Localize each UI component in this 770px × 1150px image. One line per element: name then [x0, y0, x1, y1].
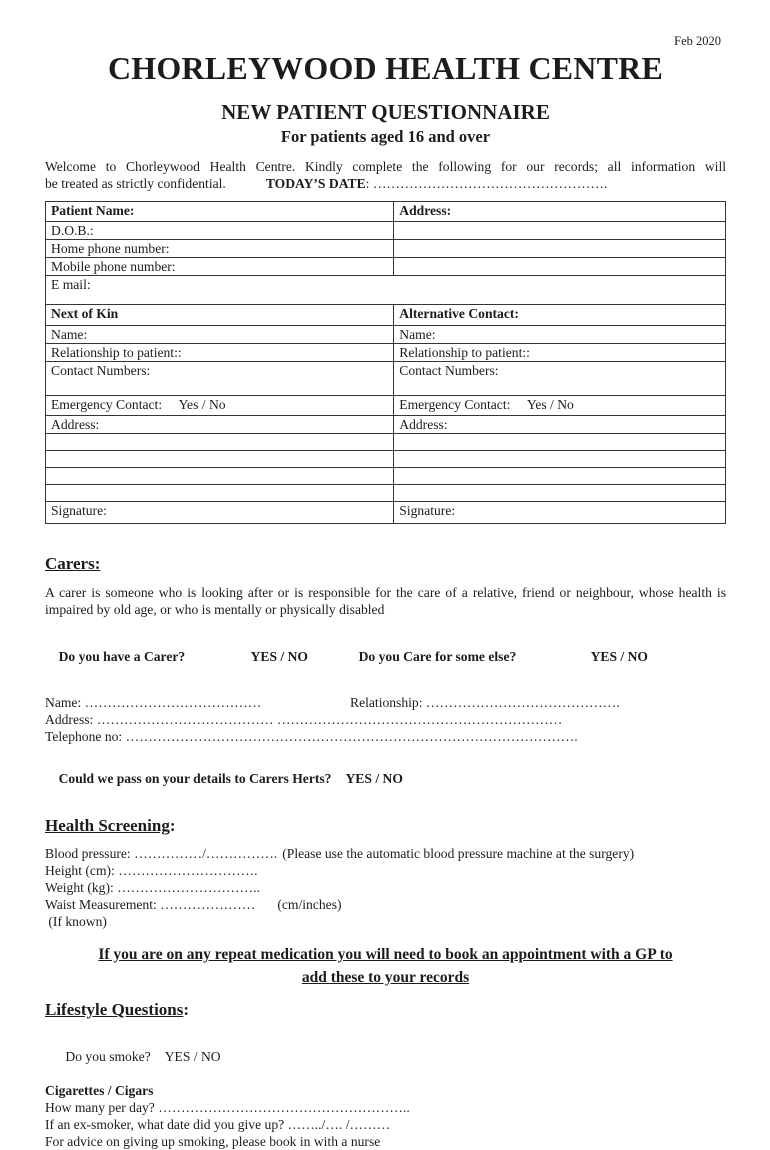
todays-date-field[interactable]: : ……………………………………………. [365, 176, 608, 191]
blood-pressure-label: Blood pressure: [45, 846, 135, 861]
intro-line2: be treated as strictly confidential. [45, 176, 226, 191]
waist-field[interactable]: ………………… [160, 897, 256, 912]
carer-name-label: Name: [45, 695, 85, 710]
carer-relationship-label: Relationship: [350, 695, 426, 710]
carer-telephone-label: Telephone no: [45, 729, 126, 744]
blood-pressure-line [45, 845, 726, 862]
per-day-label: How many per day? [45, 1100, 159, 1115]
blood-pressure-note: (Please use the automatic blood pressure machine at the surgery) [282, 846, 635, 861]
weight-field[interactable]: ………………………….. [117, 880, 260, 895]
pass-details-answer[interactable]: YES / NO [345, 771, 403, 786]
address-cell[interactable]: Address: [394, 202, 726, 222]
alternative-contact-header-cell: Alternative Contact: [394, 305, 726, 326]
intro-paragraph [45, 158, 726, 192]
nok-address-cell[interactable]: Address: [46, 416, 394, 434]
nok-signature-cell[interactable]: Signature: [46, 502, 394, 524]
carer-questions-line [45, 631, 726, 682]
have-carer-question: Do you have a Carer? [58, 649, 186, 664]
care-for-answer[interactable]: YES / NO [590, 649, 649, 664]
ex-smoker-label: If an ex-smoker, what date did you give up? [45, 1117, 288, 1132]
email-cell[interactable]: E mail: [46, 276, 726, 305]
dob-cell[interactable]: D.O.B.: [46, 222, 394, 240]
empty-input-cell[interactable] [46, 434, 394, 451]
cigarettes-line: Cigarettes / Cigars [45, 1083, 154, 1098]
height-line [45, 862, 726, 879]
alt-contact-numbers-cell[interactable]: Contact Numbers: [394, 362, 726, 396]
alt-emergency-contact-cell[interactable]: Emergency Contact: Yes / No [394, 396, 726, 416]
mobile-phone-cell[interactable]: Mobile phone number: [46, 258, 394, 276]
weight-label: Weight (kg): [45, 880, 118, 895]
waist-label: Waist Measurement: [45, 897, 161, 912]
waist-unit: (cm/inches) [277, 897, 342, 912]
repeat-medication-notice [45, 943, 726, 989]
carer-telephone-line [45, 728, 726, 745]
carer-telephone-field[interactable]: ………………………………………………………………………………………. [125, 729, 578, 744]
carer-name-line [45, 694, 726, 711]
empty-input-cell[interactable] [394, 485, 726, 502]
address-input-cell[interactable] [394, 240, 726, 258]
care-for-question: Do you Care for some else? [358, 649, 517, 664]
nok-contact-numbers-cell[interactable]: Contact Numbers: [46, 362, 394, 396]
ex-smoker-field[interactable]: ……../…. /……… [287, 1117, 391, 1132]
nok-emergency-contact-cell[interactable]: Emergency Contact: Yes / No [46, 396, 394, 416]
empty-input-cell[interactable] [46, 485, 394, 502]
empty-input-cell[interactable] [46, 451, 394, 468]
address-input-cell[interactable] [394, 222, 726, 240]
waist-line [45, 896, 726, 913]
empty-input-cell[interactable] [394, 434, 726, 451]
if-known-note: (If known) [45, 914, 107, 929]
carer-relationship-field[interactable]: ……………………………………. [425, 695, 620, 710]
blood-pressure-field[interactable]: ……………/……………. [134, 846, 278, 861]
patient-name-cell[interactable]: Patient Name: [46, 202, 394, 222]
carer-name-field[interactable]: ………………………………… [84, 695, 262, 710]
height-label: Height (cm): [45, 863, 119, 878]
weight-line [45, 879, 726, 896]
home-phone-cell[interactable]: Home phone number: [46, 240, 394, 258]
empty-input-cell[interactable] [394, 451, 726, 468]
pass-details-line [45, 753, 726, 804]
audience-line: For patients aged 16 and over [280, 127, 491, 146]
carer-address-label: Address: [45, 712, 97, 727]
carer-address-field[interactable]: ………………………………… ……………………………………………………… [96, 712, 563, 727]
nok-relationship-cell[interactable]: Relationship to patient:: [46, 344, 394, 362]
smoking-advice-line: For advice on giving up smoking, please book in with a nurse [45, 1134, 381, 1149]
per-day-line [45, 1099, 726, 1116]
intro-line1: Welcome to Chorleywood Health Centre. Kindly complete the following for our records; all information will [45, 159, 726, 174]
carers-heading: Carers: [45, 554, 101, 573]
document-date: Feb 2020 [674, 34, 721, 48]
height-field[interactable]: …………………………. [118, 863, 258, 878]
patient-details-table [45, 201, 726, 524]
notice-line1: If you are on any repeat medication you will need to book an appointment with a GP to [98, 946, 673, 963]
smoke-answer[interactable]: YES / NO [164, 1049, 221, 1064]
notice-line2: add these to your records [301, 969, 470, 986]
carers-description: A carer is someone who is looking after or is responsible for the care of a relative, friend or neighbour, whose health is impaired by old age, or who is mentally or physically disabled [45, 585, 730, 617]
empty-input-cell[interactable] [46, 468, 394, 485]
address-input-cell[interactable] [394, 258, 726, 276]
smoke-question: Do you smoke? [65, 1049, 151, 1064]
page-subtitle: NEW PATIENT QUESTIONNAIRE [221, 100, 550, 124]
lifestyle-heading: Lifestyle Questions: [45, 1000, 190, 1019]
alt-name-cell[interactable]: Name: [394, 326, 726, 344]
per-day-field[interactable]: ……………………………………………….. [158, 1100, 410, 1115]
todays-date-label: TODAY’S DATE [265, 176, 366, 191]
empty-input-cell[interactable] [394, 468, 726, 485]
next-of-kin-header-cell: Next of Kin [46, 305, 394, 326]
nok-name-cell[interactable]: Name: [46, 326, 394, 344]
ex-smoker-line [45, 1116, 726, 1133]
health-screening-heading: Health Screening: [45, 816, 176, 835]
carer-address-line [45, 711, 726, 728]
page-title: CHORLEYWOOD HEALTH CENTRE [107, 50, 664, 86]
have-carer-answer[interactable]: YES / NO [250, 649, 309, 664]
pass-details-question: Could we pass on your details to Carers Herts? [58, 771, 332, 786]
alt-address-cell[interactable]: Address: [394, 416, 726, 434]
smoke-question-line [45, 1031, 726, 1082]
alt-signature-cell[interactable]: Signature: [394, 502, 726, 524]
alt-relationship-cell[interactable]: Relationship to patient:: [394, 344, 726, 362]
